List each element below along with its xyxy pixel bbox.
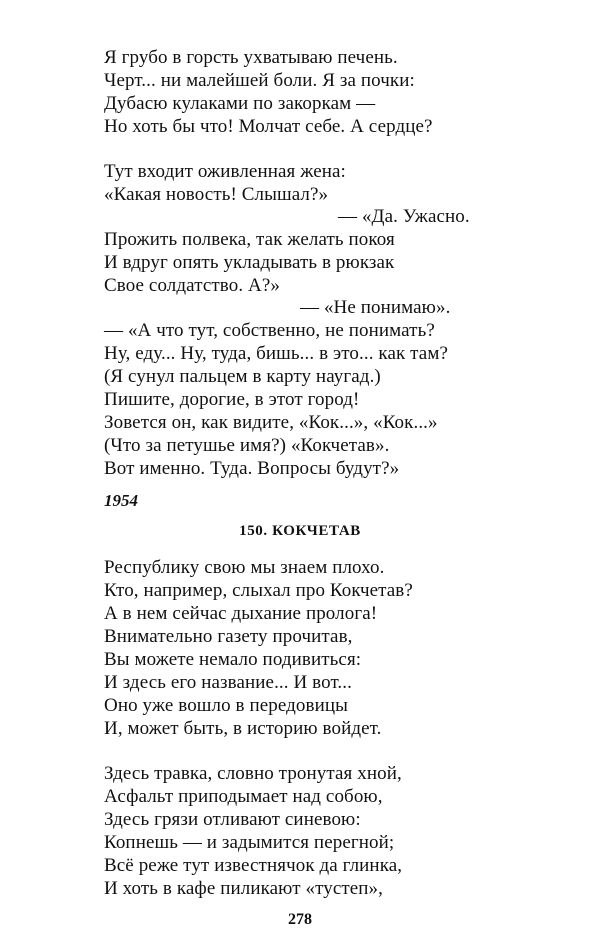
poem-line: Кто, например, слыхал про Кокчетав? [104, 580, 413, 601]
poem-title: 150. КОКЧЕТАВ [239, 523, 361, 539]
poem-line: И вдруг опять укладывать в рюкзак [104, 252, 395, 273]
page-number: 278 [288, 911, 312, 928]
poem-line: — «Да. Ужасно. [338, 206, 470, 227]
poem-line: Вы можете немало подивиться: [104, 649, 362, 670]
poem-line: Всё реже тут известнячок да глинка, [104, 855, 403, 876]
poem-line: Дубасю кулаками по закоркам — [104, 93, 376, 114]
poem-line: (Я сунул пальцем в карту наугад.) [104, 366, 381, 387]
poem-line: Здесь грязи отливают синевою: [104, 809, 361, 830]
poem-line: Свое солдатство. А?» [104, 275, 280, 296]
poem-line: — «Не понимаю». [300, 297, 451, 318]
poem-line: Внимательно газету прочитав, [104, 626, 353, 647]
poem-line: — «А что тут, собственно, не понимать? [104, 320, 435, 341]
poem-line: Оно уже вошло в передовицы [104, 695, 348, 716]
poem-date: 1954 [104, 491, 138, 510]
poem-line: Ну, еду... Ну, туда, бишь... в это... как там? [104, 343, 448, 364]
poem-line: И здесь его название... И вот... [104, 672, 352, 693]
poem-line: Я грубо в горсть ухватываю печень. [104, 47, 398, 68]
poem-line: (Что за петушье имя?) «Кокчетав». [104, 435, 390, 456]
poem-line: Асфальт приподымает над собою, [104, 786, 383, 807]
poem-line: И хоть в кафе пиликают «тустеп», [104, 878, 384, 899]
poem-line: Тут входит оживленная жена: [104, 161, 346, 182]
poem-line: Здесь травка, словно тронутая хной, [104, 763, 402, 784]
poem-line: Черт... ни малейшей боли. Я за почки: [104, 70, 415, 91]
poem-line: И, может быть, в историю войдет. [104, 718, 382, 739]
poem-line: Зовется он, как видите, «Кок...», «Кок...» [104, 412, 438, 433]
poem-line: Но хоть бы что! Молчат себе. А сердце? [104, 116, 433, 137]
poem-line: А в нем сейчас дыхание пролога! [104, 603, 378, 624]
poem-line: Пишите, дорогие, в этот город! [104, 389, 360, 410]
poem-line: Копнешь — и задымится перегной; [104, 832, 395, 853]
poem-line: Вот именно. Туда. Вопросы будут?» [104, 458, 400, 479]
poem-line: «Какая новость! Слышал?» [104, 184, 329, 205]
poem-line: Прожить полвека, так желать покоя [104, 229, 395, 250]
poem-line: Республику свою мы знаем плохо. [104, 557, 385, 578]
